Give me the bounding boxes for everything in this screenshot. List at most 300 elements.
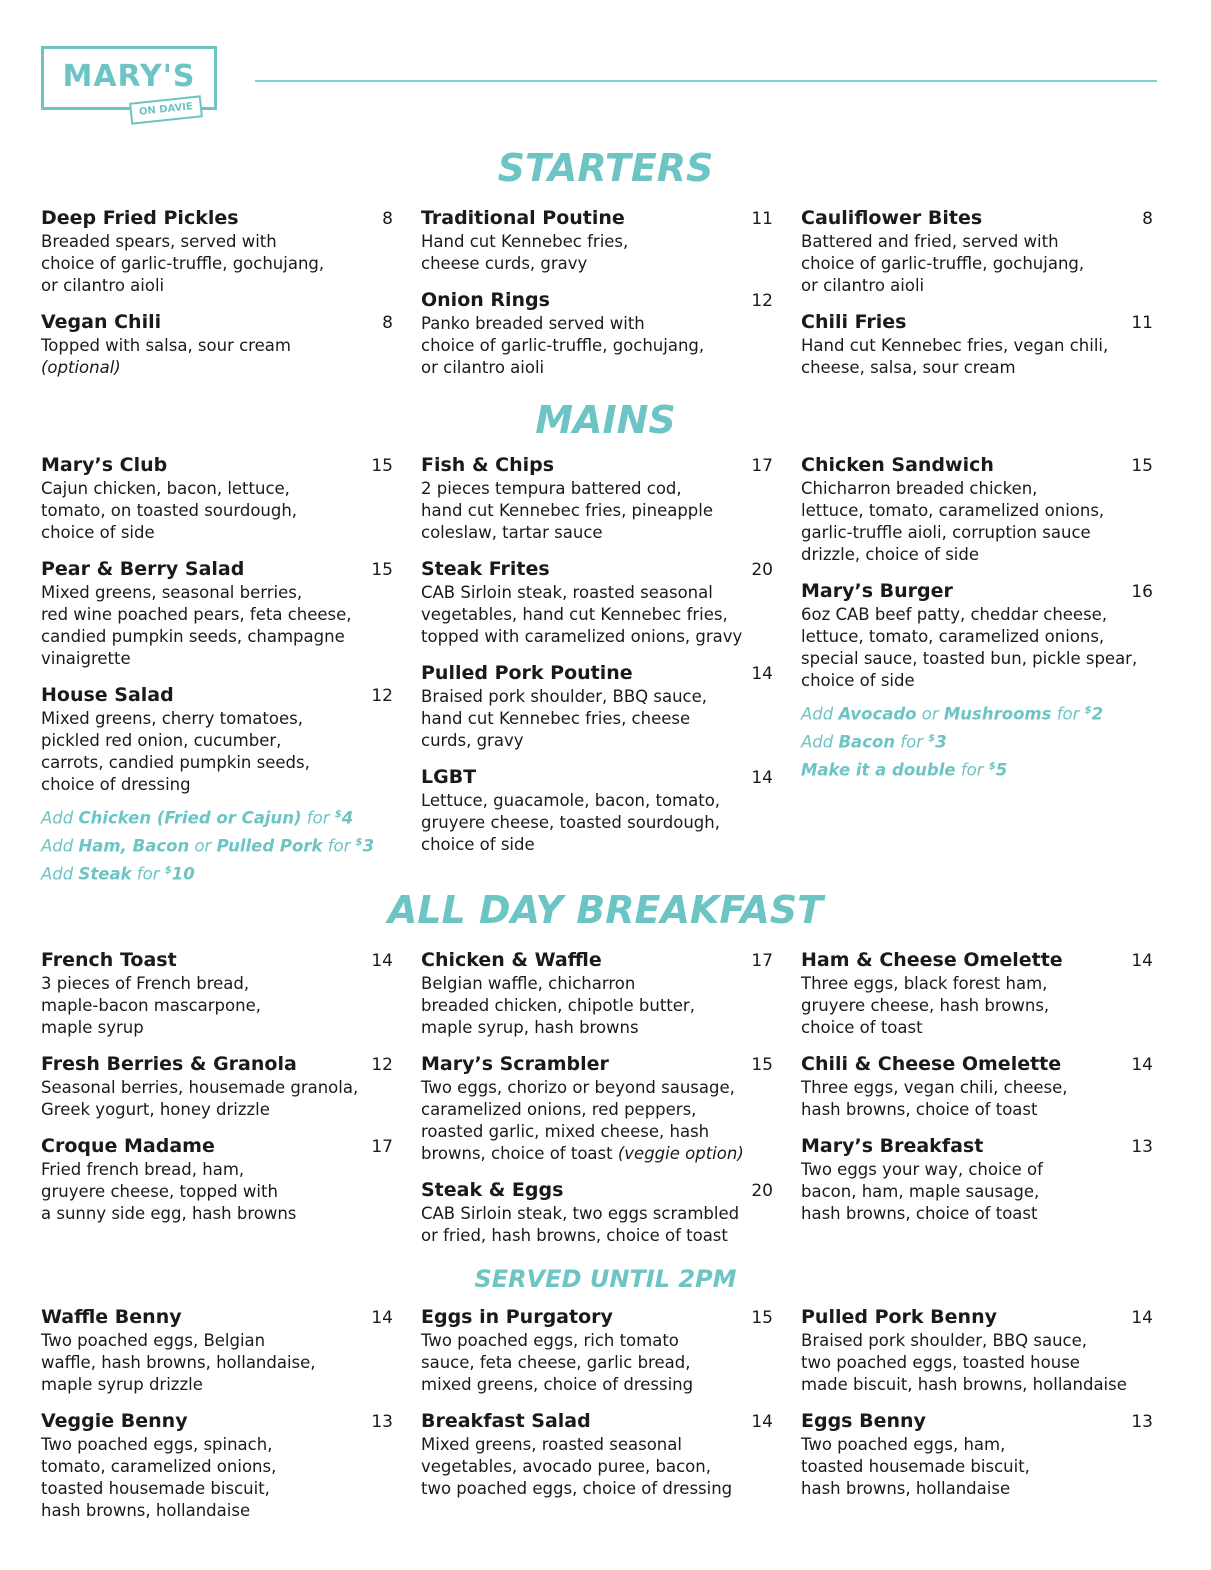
- menu-item-name: Breakfast Salad: [421, 1410, 591, 1432]
- description-text: choice of side: [801, 671, 915, 690]
- add-on-prefix: Add: [41, 808, 79, 828]
- menu-item-name: Eggs in Purgatory: [421, 1306, 613, 1328]
- description-line: [801, 1352, 1153, 1374]
- description-line: [421, 834, 773, 856]
- menu-item-description: [801, 335, 1153, 379]
- description-line: [421, 1478, 773, 1500]
- description-text: candied pumpkin seeds, champagne: [41, 627, 345, 646]
- description-line: [41, 648, 393, 670]
- add-on-currency: $: [164, 865, 172, 876]
- menu-item-description: [421, 973, 773, 1039]
- menu-item-price: 15: [751, 1055, 773, 1075]
- description-text: choice of garlic-truffle, gochujang,: [421, 336, 705, 355]
- description-text: toasted housemade biscuit,: [801, 1457, 1030, 1476]
- description-line: [421, 1330, 773, 1352]
- description-line: [421, 973, 773, 995]
- menu-item-name: Pulled Pork Benny: [801, 1306, 997, 1328]
- add-on-for: for: [301, 808, 335, 828]
- description-line: [421, 1143, 773, 1165]
- menu-item-header: [41, 1409, 393, 1434]
- menu-item-price: 15: [371, 456, 393, 476]
- menu-item-header: [41, 453, 393, 478]
- description-line: [801, 1203, 1153, 1225]
- description-line: [801, 670, 1153, 692]
- description-text: made biscuit, hash browns, hollandaise: [801, 1375, 1127, 1394]
- menu-item-description: [801, 1159, 1153, 1225]
- description-text: hash browns, hollandaise: [41, 1501, 251, 1520]
- menu-item-name: LGBT: [421, 766, 477, 788]
- menu-item: [41, 1134, 393, 1225]
- description-text: 2 pieces tempura battered cod,: [421, 479, 682, 498]
- description-text: gruyere cheese, hash browns,: [801, 996, 1050, 1015]
- description-text: choice of toast: [801, 1018, 923, 1037]
- description-text: pickled red onion, cucumber,: [41, 731, 282, 750]
- description-line: [421, 582, 773, 604]
- description-text: cheese, salsa, sour cream: [801, 358, 1016, 377]
- description-note: (veggie option): [617, 1144, 744, 1163]
- menu-item: [421, 1178, 773, 1247]
- add-on-or: or: [916, 704, 944, 724]
- description-line: [421, 357, 773, 379]
- description-text: Panko breaded served with: [421, 314, 645, 333]
- menu-item-name: Veggie Benny: [41, 1410, 188, 1432]
- description-line: [41, 1181, 393, 1203]
- menu-item-name: Mary’s Breakfast: [801, 1135, 984, 1157]
- description-line: [801, 1374, 1153, 1396]
- description-line: [41, 752, 393, 774]
- menu-item-header: [421, 765, 773, 790]
- description-line: [421, 1434, 773, 1456]
- description-text: Mixed greens, roasted seasonal: [421, 1435, 682, 1454]
- description-line: [421, 1374, 773, 1396]
- menu-item-header: [41, 310, 393, 335]
- logo-tag: ON DAVIE: [129, 95, 203, 124]
- add-on-item: Avocado: [838, 704, 917, 724]
- add-on-item: Ham, Bacon: [78, 836, 190, 856]
- description-text: CAB Sirloin steak, roasted seasonal: [421, 583, 713, 602]
- menu-item-header: [801, 948, 1153, 973]
- description-line: [41, 995, 393, 1017]
- description-line: [801, 1099, 1153, 1121]
- menu-item-price: 14: [1131, 1055, 1153, 1075]
- add-on-prefix: Add: [801, 732, 839, 752]
- add-on-for: for: [895, 732, 929, 752]
- menu-item-description: [41, 708, 393, 796]
- description-text: coleslaw, tartar sauce: [421, 523, 603, 542]
- menu-item-price: 14: [751, 1412, 773, 1432]
- header-rule: [255, 80, 1157, 82]
- description-text: maple syrup drizzle: [41, 1375, 203, 1394]
- description-line: [41, 500, 393, 522]
- description-line: [41, 1456, 393, 1478]
- description-line: [41, 1077, 393, 1099]
- breakfast-column-2: [421, 948, 773, 1260]
- menu-item-name: Fish & Chips: [421, 454, 555, 476]
- menu-item: [801, 1305, 1153, 1396]
- menu-item-price: 8: [382, 313, 393, 333]
- description-text: choice of side: [41, 523, 155, 542]
- description-line: [41, 626, 393, 648]
- description-text: or cilantro aioli: [801, 276, 925, 295]
- add-on-for: for: [322, 836, 356, 856]
- description-text: garlic-truffle aioli, corruption sauce: [801, 523, 1091, 542]
- menu-item-description: [801, 604, 1153, 692]
- description-text: 6oz CAB beef patty, cheddar cheese,: [801, 605, 1108, 624]
- description-text: toasted housemade biscuit,: [41, 1479, 270, 1498]
- description-line: [41, 1203, 393, 1225]
- description-text: roasted garlic, mixed cheese, hash: [421, 1122, 710, 1141]
- add-on-currency: $: [1084, 705, 1092, 716]
- description-line: [801, 478, 1153, 500]
- breakfast-column-1: [41, 948, 393, 1238]
- description-text: Hand cut Kennebec fries, vegan chili,: [801, 336, 1109, 355]
- starters-column-2: [421, 206, 773, 392]
- menu-item: [421, 453, 773, 544]
- add-on-price: 2: [1091, 704, 1104, 724]
- description-text: hash browns, choice of toast: [801, 1204, 1038, 1223]
- menu-item-name: Eggs Benny: [801, 1410, 926, 1432]
- description-text: Two eggs, chorizo or beyond sausage,: [421, 1078, 735, 1097]
- description-line: [421, 708, 773, 730]
- menu-item: [801, 948, 1153, 1039]
- description-text: a sunny side egg, hash browns: [41, 1204, 297, 1223]
- description-text: choice of garlic-truffle, gochujang,: [801, 254, 1085, 273]
- description-text: Battered and fried, served with: [801, 232, 1059, 251]
- description-line: [801, 522, 1153, 544]
- menu-item-price: 14: [1131, 1308, 1153, 1328]
- menu-item-header: [41, 1052, 393, 1077]
- menu-item-description: [801, 231, 1153, 297]
- description-text: Greek yogurt, honey drizzle: [41, 1100, 270, 1119]
- description-line: [41, 1478, 393, 1500]
- description-text: hand cut Kennebec fries, pineapple: [421, 501, 714, 520]
- description-text: Breaded spears, served with: [41, 232, 277, 251]
- description-text: Two poached eggs, spinach,: [41, 1435, 273, 1454]
- add-on-option: [801, 699, 1153, 727]
- menu-item-description: [41, 1330, 393, 1396]
- menu-item-name: Mary’s Scrambler: [421, 1053, 609, 1075]
- menu-item-name: Pulled Pork Poutine: [421, 662, 633, 684]
- menu-item-name: Waffle Benny: [41, 1306, 182, 1328]
- add-on-for: for: [1051, 704, 1085, 724]
- description-line: [41, 478, 393, 500]
- menu-item-header: [421, 1052, 773, 1077]
- description-line: [421, 231, 773, 253]
- menu-item: [421, 288, 773, 379]
- description-text: Mixed greens, seasonal berries,: [41, 583, 303, 602]
- menu-item: [41, 557, 393, 670]
- menu-item-name: Pear & Berry Salad: [41, 558, 245, 580]
- add-on-currency: $: [988, 761, 996, 772]
- menu-item-description: [41, 335, 393, 379]
- description-line: [801, 544, 1153, 566]
- served-column-1: [41, 1305, 393, 1535]
- description-text: choice of dressing: [41, 775, 191, 794]
- description-text: vegetables, avocado puree, bacon,: [421, 1457, 711, 1476]
- menu-item: [421, 1409, 773, 1500]
- menu-item-price: 15: [1131, 456, 1153, 476]
- add-on-price: 4: [341, 808, 354, 828]
- menu-item-header: [801, 310, 1153, 335]
- description-line: [41, 708, 393, 730]
- description-text: bacon, ham, maple sausage,: [801, 1182, 1040, 1201]
- description-text: two poached eggs, toasted house: [801, 1353, 1080, 1372]
- menu-item-name: Ham & Cheese Omelette: [801, 949, 1063, 971]
- description-text: maple-bacon mascarpone,: [41, 996, 261, 1015]
- description-text: 3 pieces of French bread,: [41, 974, 250, 993]
- menu-item-price: 12: [371, 1055, 393, 1075]
- menu-item-price: 14: [751, 768, 773, 788]
- description-text: maple syrup: [41, 1018, 144, 1037]
- description-text: lettuce, tomato, caramelized onions,: [801, 501, 1105, 520]
- description-text: Lettuce, guacamole, bacon, tomato,: [421, 791, 721, 810]
- add-on-item: Steak: [78, 864, 132, 884]
- description-text: vinaigrette: [41, 649, 131, 668]
- menu-item-header: [41, 1134, 393, 1159]
- menu-item-price: 14: [371, 951, 393, 971]
- description-line: [41, 1352, 393, 1374]
- menu-item-header: [421, 1305, 773, 1330]
- description-text: Mixed greens, cherry tomatoes,: [41, 709, 303, 728]
- description-text: hash browns, choice of toast: [801, 1100, 1038, 1119]
- menu-item: [41, 453, 393, 544]
- menu-item-name: Chicken Sandwich: [801, 454, 994, 476]
- menu-item-name: Chili & Cheese Omelette: [801, 1053, 1062, 1075]
- menu-item-name: Traditional Poutine: [421, 207, 625, 229]
- add-on-item: Pulled Pork: [216, 836, 323, 856]
- description-line: [801, 275, 1153, 297]
- menu-item-description: [41, 1159, 393, 1225]
- description-text: caramelized onions, red peppers,: [421, 1100, 697, 1119]
- add-on-price: 3: [362, 836, 375, 856]
- menu-item-price: 12: [371, 686, 393, 706]
- menu-item: [41, 206, 393, 297]
- description-text: cheese curds, gravy: [421, 254, 588, 273]
- add-on-for: for: [955, 760, 989, 780]
- description-line: [801, 1478, 1153, 1500]
- description-text: Two poached eggs, rich tomato: [421, 1331, 679, 1350]
- mains-column-1: [41, 453, 393, 887]
- menu-item: [41, 310, 393, 379]
- description-line: [421, 313, 773, 335]
- description-text: Three eggs, vegan chili, cheese,: [801, 1078, 1068, 1097]
- description-text: vegetables, hand cut Kennebec fries,: [421, 605, 728, 624]
- menu-item: [41, 1409, 393, 1522]
- description-text: waffle, hash browns, hollandaise,: [41, 1353, 316, 1372]
- menu-item-price: 15: [751, 1308, 773, 1328]
- add-on-list: [41, 803, 393, 887]
- description-text: Topped with salsa, sour cream: [41, 336, 291, 355]
- description-line: [41, 522, 393, 544]
- menu-item-price: 14: [751, 664, 773, 684]
- served-column-2: [421, 1305, 773, 1513]
- description-line: [801, 648, 1153, 670]
- add-on-item: Chicken (Fried or Cajun): [78, 808, 302, 828]
- description-line: [801, 626, 1153, 648]
- mains-column-2: [421, 453, 773, 869]
- description-text: hash browns, hollandaise: [801, 1479, 1011, 1498]
- menu-item-header: [41, 1305, 393, 1330]
- menu-item-header: [41, 206, 393, 231]
- description-text: CAB Sirloin steak, two eggs scrambled: [421, 1204, 740, 1223]
- menu-item: [421, 765, 773, 856]
- menu-item-header: [421, 206, 773, 231]
- description-line: [421, 253, 773, 275]
- description-line: [801, 231, 1153, 253]
- description-text: mixed greens, choice of dressing: [421, 1375, 694, 1394]
- description-text: tomato, on toasted sourdough,: [41, 501, 298, 520]
- menu-item-header: [421, 661, 773, 686]
- menu-item-name: Croque Madame: [41, 1135, 215, 1157]
- menu-item-description: [421, 1434, 773, 1500]
- menu-item-header: [801, 1134, 1153, 1159]
- starters-column-1: [41, 206, 393, 392]
- menu-item-name: Chili Fries: [801, 311, 907, 333]
- menu-item-description: [801, 1434, 1153, 1500]
- description-text: Braised pork shoulder, BBQ sauce,: [801, 1331, 1088, 1350]
- add-on-price: 10: [171, 864, 195, 884]
- add-on-item: Make it a double: [801, 760, 956, 780]
- add-on-item: Mushrooms: [943, 704, 1052, 724]
- description-text: breaded chicken, chipotle butter,: [421, 996, 695, 1015]
- menu-item-description: [801, 1077, 1153, 1121]
- description-text: two poached eggs, choice of dressing: [421, 1479, 733, 1498]
- description-line: [801, 500, 1153, 522]
- menu-item: [801, 579, 1153, 692]
- menu-item-header: [801, 1052, 1153, 1077]
- description-line: [41, 604, 393, 626]
- menu-item-price: 11: [1131, 313, 1153, 333]
- menu-item-name: Fresh Berries & Granola: [41, 1053, 297, 1075]
- description-line: [801, 1330, 1153, 1352]
- menu-item-header: [801, 1409, 1153, 1434]
- menu-item-price: 20: [751, 1181, 773, 1201]
- menu-item-header: [421, 1178, 773, 1203]
- description-line: [41, 1330, 393, 1352]
- description-text: choice of side: [421, 835, 535, 854]
- add-on-list: [801, 699, 1153, 783]
- menu-item-header: [421, 1409, 773, 1434]
- description-text: Fried french bread, ham,: [41, 1160, 245, 1179]
- menu-item-header: [41, 557, 393, 582]
- description-line: [801, 1017, 1153, 1039]
- description-line: [421, 500, 773, 522]
- add-on-prefix: Add: [801, 704, 839, 724]
- menu-item-name: Onion Rings: [421, 289, 550, 311]
- description-line: [801, 357, 1153, 379]
- add-on-or: or: [189, 836, 217, 856]
- served-column-3: [801, 1305, 1153, 1513]
- description-line: [421, 335, 773, 357]
- menu-item-description: [41, 1434, 393, 1522]
- menu-item: [421, 1305, 773, 1396]
- add-on-price: 5: [995, 760, 1008, 780]
- menu-item-price: 17: [751, 456, 773, 476]
- add-on-currency: $: [334, 809, 342, 820]
- description-text: red wine poached pears, feta cheese,: [41, 605, 352, 624]
- description-line: [801, 995, 1153, 1017]
- description-text: Braised pork shoulder, BBQ sauce,: [421, 687, 708, 706]
- add-on-price: 3: [935, 732, 947, 752]
- description-line: [801, 253, 1153, 275]
- menu-item-description: [421, 313, 773, 379]
- menu-item-header: [421, 557, 773, 582]
- menu-item-header: [801, 453, 1153, 478]
- menu-item: [801, 310, 1153, 379]
- description-text: Two eggs your way, choice of: [801, 1160, 1043, 1179]
- add-on-currency: $: [928, 733, 936, 744]
- description-text: Two poached eggs, ham,: [801, 1435, 1006, 1454]
- description-line: [41, 1099, 393, 1121]
- description-line: [801, 604, 1153, 626]
- description-text: choice of garlic-truffle, gochujang,: [41, 254, 325, 273]
- description-line: [421, 1017, 773, 1039]
- description-line: [41, 357, 393, 379]
- description-line: [41, 1434, 393, 1456]
- menu-item-price: 14: [371, 1308, 393, 1328]
- menu-item-description: [421, 582, 773, 648]
- add-on-prefix: Add: [41, 836, 79, 856]
- menu-item-header: [801, 1305, 1153, 1330]
- description-line: [41, 1159, 393, 1181]
- section-title-starters: STARTERS: [497, 146, 714, 190]
- menu-item-header: [801, 579, 1153, 604]
- menu-item-description: [421, 790, 773, 856]
- description-text: carrots, candied pumpkin seeds,: [41, 753, 310, 772]
- logo-name: MARY'S: [62, 59, 196, 94]
- section-title-mains: MAINS: [535, 398, 676, 442]
- menu-item-header: [41, 948, 393, 973]
- menu-item: [41, 683, 393, 796]
- description-line: [421, 626, 773, 648]
- description-text: Chicharron breaded chicken,: [801, 479, 1038, 498]
- menu-item-description: [421, 1330, 773, 1396]
- menu-item-description: [41, 973, 393, 1039]
- menu-item: [801, 1052, 1153, 1121]
- menu-item-price: 13: [371, 1412, 393, 1432]
- add-on-for: for: [131, 864, 165, 884]
- description-line: [801, 973, 1153, 995]
- description-line: [801, 1159, 1153, 1181]
- menu-item-name: Deep Fried Pickles: [41, 207, 239, 229]
- description-line: [41, 275, 393, 297]
- menu-item-header: [421, 453, 773, 478]
- description-line: [421, 478, 773, 500]
- description-line: [801, 1077, 1153, 1099]
- description-line: [41, 774, 393, 796]
- menu-item-description: [421, 1203, 773, 1247]
- menu-item: [801, 206, 1153, 297]
- description-line: [41, 973, 393, 995]
- menu-item-description: [421, 478, 773, 544]
- description-line: [801, 335, 1153, 357]
- menu-item-name: Chicken & Waffle: [421, 949, 602, 971]
- description-text: maple syrup, hash browns: [421, 1018, 639, 1037]
- description-text: gruyere cheese, toasted sourdough,: [421, 813, 720, 832]
- description-text: or fried, hash browns, choice of toast: [421, 1226, 728, 1245]
- description-line: [421, 1352, 773, 1374]
- description-line: [421, 1077, 773, 1099]
- description-text: Three eggs, black forest ham,: [801, 974, 1048, 993]
- menu-item-price: 13: [1131, 1137, 1153, 1157]
- description-line: [801, 1434, 1153, 1456]
- add-on-option: [801, 755, 1153, 783]
- add-on-currency: $: [355, 837, 363, 848]
- menu-item-name: House Salad: [41, 684, 174, 706]
- menu-item-header: [801, 206, 1153, 231]
- menu-item-name: Mary’s Club: [41, 454, 168, 476]
- menu-item: [41, 1305, 393, 1396]
